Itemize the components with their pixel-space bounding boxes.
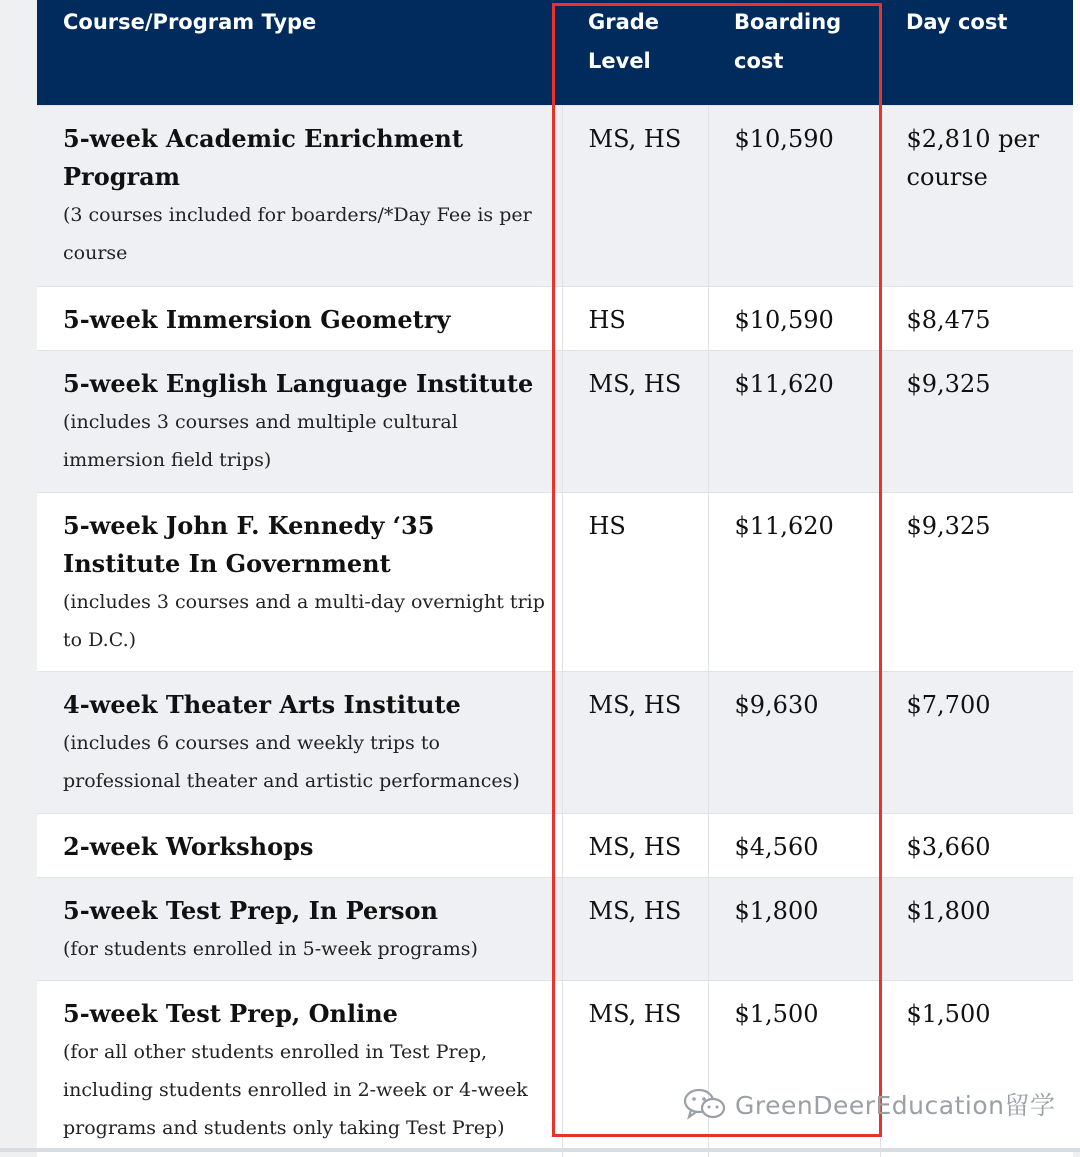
boarding-cell: $1,500 [708,981,880,1157]
grade-cell: MS, HS [562,878,708,981]
header-program: Course/Program Type [37,0,562,106]
header-day-cost: Day cost [880,0,1073,106]
program-name: 5-week Immersion Geometry [63,301,552,339]
grade-cell: MS, HS [562,672,708,814]
wechat-icon [683,1087,727,1121]
program-cell [37,493,562,672]
boarding-cell: $11,620 [708,351,880,493]
header-boarding-cost: Boarding cost [708,0,880,106]
grade-cell: MS, HS [562,981,708,1157]
program-note: (for all other students enrolled in Test Prep, including students enrolled in 2-week or 4-week programs and students only taking Test Prep) [63,1033,552,1147]
grade-cell: MS, HS [562,351,708,493]
page-margin-left [0,0,37,1152]
program-name: 2-week Workshops [63,828,552,866]
table-row [37,981,1073,1157]
table-row [37,106,1073,287]
header-grade-level: Grade Level [562,0,708,106]
page-margin-right [1073,0,1080,1152]
table-header-row [37,0,1073,106]
program-note: (for students enrolled in 5-week programs) [63,930,552,968]
watermark-text: GreenDeerEducation留学 [735,1086,1055,1122]
day-cell: $2,810 per course [880,106,1073,287]
day-cell: $7,700 [880,672,1073,814]
program-name: 5-week Test Prep, Online [63,995,552,1033]
program-cell [37,814,562,878]
day-cell: $9,325 [880,493,1073,672]
table-row [37,814,1073,878]
day-cell: $9,325 [880,351,1073,493]
boarding-cell: $10,590 [708,106,880,287]
program-note: (3 courses included for boarders/*Day Fee is per course [63,196,552,272]
day-cell: $8,475 [880,287,1073,351]
program-note: (includes 6 courses and weekly trips to professional theater and artistic performances) [63,724,552,800]
program-name: 5-week English Language Institute [63,365,552,403]
grade-cell: HS [562,493,708,672]
program-cell [37,106,562,287]
program-name: 5-week Test Prep, In Person [63,892,552,930]
grade-cell: HS [562,287,708,351]
grade-cell: MS, HS [562,106,708,287]
table-row [37,672,1073,814]
program-name: 5-week John F. Kennedy ‘35 Institute In Government [63,507,552,583]
program-cell [37,878,562,981]
watermark [683,1084,1055,1124]
program-cell [37,287,562,351]
day-cell: $1,500 [880,981,1073,1157]
program-cell [37,351,562,493]
boarding-cell: $10,590 [708,287,880,351]
bottom-border [0,1148,1080,1152]
program-cell [37,672,562,814]
boarding-cell: $9,630 [708,672,880,814]
day-cell: $3,660 [880,814,1073,878]
program-cost-table [37,0,1073,1157]
boarding-cell: $1,800 [708,878,880,981]
program-cell [37,981,562,1157]
day-cell: $1,800 [880,878,1073,981]
boarding-cell: $11,620 [708,493,880,672]
table-row [37,878,1073,981]
table-row [37,287,1073,351]
table-row [37,351,1073,493]
program-note: (includes 3 courses and a multi-day overnight trip to D.C.) [63,583,552,659]
boarding-cell: $4,560 [708,814,880,878]
program-name: 4-week Theater Arts Institute [63,686,552,724]
program-note: (includes 3 courses and multiple cultural immersion field trips) [63,403,552,479]
table-row [37,493,1073,672]
grade-cell: MS, HS [562,814,708,878]
program-name: 5-week Academic Enrichment Program [63,120,552,196]
